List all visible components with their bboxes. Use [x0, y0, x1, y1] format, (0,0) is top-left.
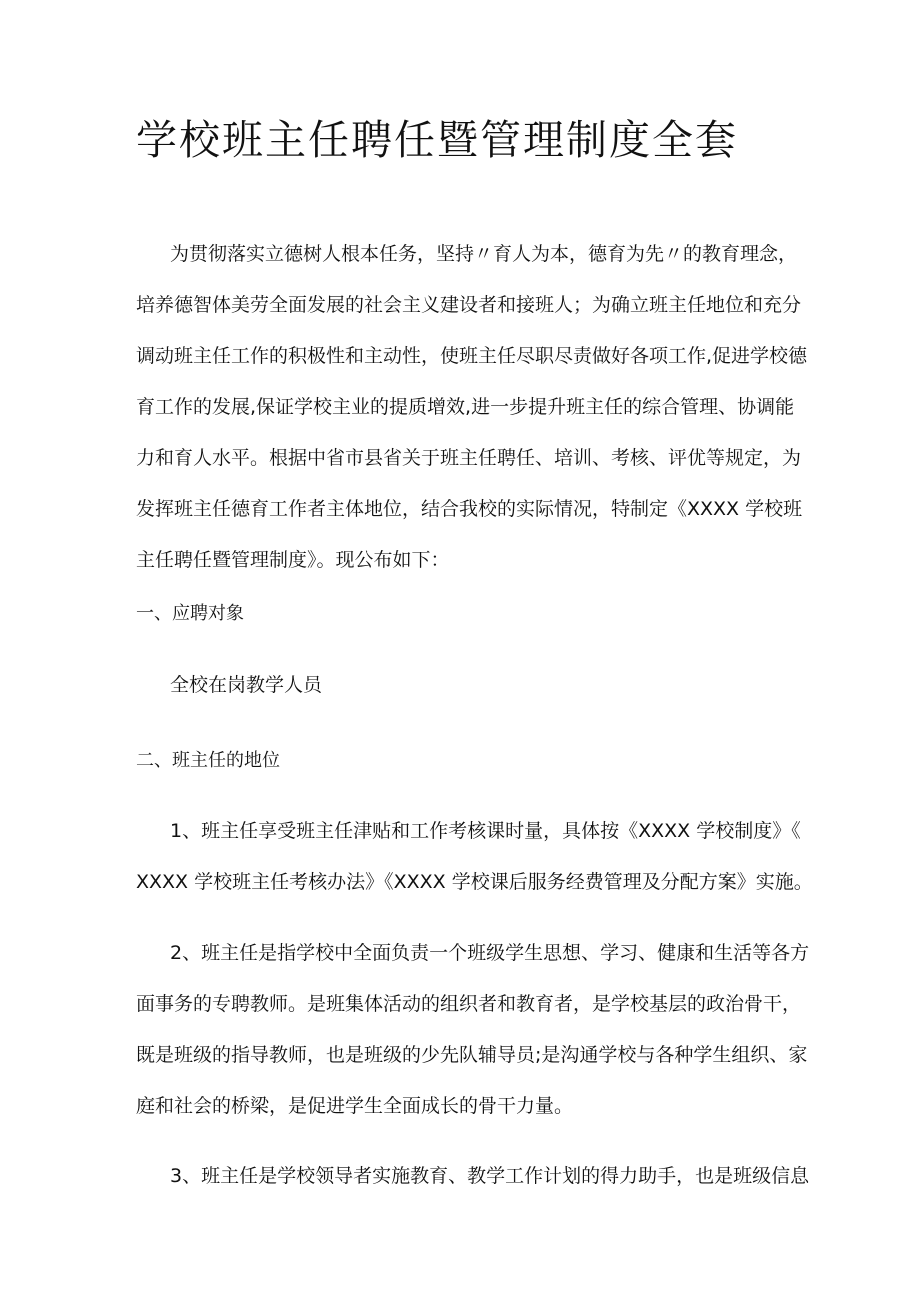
intro-line: 培养德智体美劳全面发展的社会主义建设者和接班人；为确立班主任地位和充分 [136, 294, 802, 316]
item2-line: 2、班主任是指学校中全面负责一个班级学生思想、学习、健康和生活等各方 [170, 942, 810, 964]
document-title: 学校班主任聘任暨管理制度全套 [136, 116, 738, 164]
intro-line: 调动班主任工作的积极性和主动性，使班主任尽职尽责做好各项工作,促进学校德 [136, 345, 808, 367]
section2-heading: 二、班主任的地位 [136, 750, 280, 771]
section1-content: 全校在岗教学人员 [170, 674, 323, 696]
intro-line: 发挥班主任德育工作者主体地位，结合我校的实际情况，特制定《XXXX 学校班 [136, 498, 803, 520]
intro-line: 育工作的发展,保证学校主业的提质增效,进一步提升班主任的综合管理、协调能 [136, 396, 795, 418]
intro-line: 主任聘任暨管理制度》。现公布如下： [136, 549, 450, 571]
section1-heading: 一、应聘对象 [136, 603, 244, 624]
section2-item3 [136, 1151, 810, 1202]
intro-line: 力和育人水平。根据中省市县省关于班主任聘任、培训、考核、评优等规定，为 [136, 447, 802, 469]
section2-item2 [136, 928, 810, 1132]
item1-line: 1、班主任享受班主任津贴和工作考核课时量，具体按《XXXX 学校制度》《 [170, 820, 801, 842]
intro-line: 为贯彻落实立德树人根本任务，坚持〃育人为本，德育为先〃的教育理念， [170, 243, 798, 265]
item3-line: 3、班主任是学校领导者实施教育、教学工作计划的得力助手，也是班级信息 [170, 1165, 810, 1187]
intro-paragraph [136, 229, 808, 586]
item2-line: 庭和社会的桥梁，是促进学生全面成长的骨干力量。 [136, 1095, 574, 1117]
item1-line: XXXX 学校班主任考核办法》《XXXX 学校课后服务经费管理及分配方案》实施。 [136, 871, 813, 893]
item2-line: 面事务的专聘教师。是班集体活动的组织者和教育者，是学校基层的政治骨干， [136, 993, 802, 1015]
item2-line: 既是班级的指导教师，也是班级的少先队辅导员;是沟通学校与各种学生组织、家 [136, 1044, 808, 1066]
section2-item1 [136, 806, 813, 908]
